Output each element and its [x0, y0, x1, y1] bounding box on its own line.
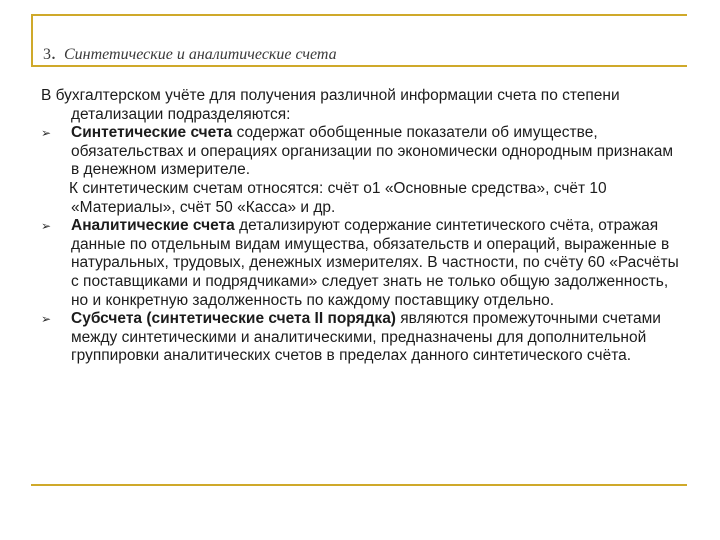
subaccounts-term: Субсчета (синтетические счета II порядка) [71, 310, 396, 328]
bullet-synthetic [41, 124, 681, 180]
synthetic-text: содержат обобщенные показатели об имуществе, обязательствах и операциях организации по экономически однородным признакам в денежном измерителе. [71, 124, 674, 179]
intro-paragraph: В бухгалтерском учёте для получения различной информации счета по степени детализации подразделяются: [41, 87, 620, 123]
title-text: Синтетические и аналитические счета [64, 46, 337, 63]
synthetic-examples: К синтетическим счетам относятся: счёт о1 «Основные средства», счёт 10 «Материалы», счёт 50 «Касса» и др. [69, 179, 607, 216]
slide-body [41, 87, 681, 366]
bullet-analytical [41, 217, 681, 310]
frame-top-border [31, 14, 687, 16]
subaccounts-text: являются промежуточными счетами между синтетическими и аналитическими, предназначены для дополнительной группировки аналитических счетов в пределах данного синтетического счёта. [71, 310, 661, 365]
bullet-subaccounts [41, 310, 681, 366]
arrow-bullet-icon: ➢ [41, 126, 52, 141]
arrow-bullet-icon: ➢ [41, 219, 52, 234]
slide-title [43, 42, 683, 65]
bottom-rule [31, 484, 687, 486]
analytical-text: детализируют содержание синтетического счёта, отражая данные по отдельным видам имущества, обязательств и операций, выраженные в натуральных, трудовых, денежных измерителях. В частности, по счёту 60 «Расчёты с поставщиками и подрядчиками» следует знать не только общую задолженность, но и конкретную задолженность по каждому поставщику отдельно. [71, 217, 679, 309]
analytical-term: Аналитические счета [71, 217, 235, 235]
title-underline [31, 65, 687, 67]
frame-left-border [31, 14, 33, 65]
title-dot: . [51, 42, 56, 64]
arrow-bullet-icon: ➢ [41, 312, 52, 327]
title-number: 3 [43, 46, 51, 63]
synthetic-term: Синтетические счета [71, 124, 233, 142]
